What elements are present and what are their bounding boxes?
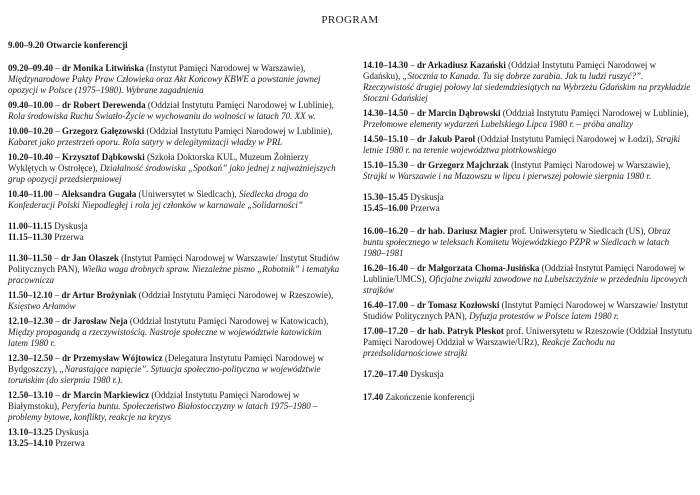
speaker-name: dr Marcin Dąbrowski (417, 108, 501, 118)
speaker-affiliation: (Oddział Instytutu Pamięci Narodowej w Białymstoku), (8, 390, 300, 411)
session-time: 13.10–13.25 (8, 427, 53, 437)
talk-title: Reakcje Zachodu na przedsolidarnościowe strajki (363, 337, 616, 358)
session-label: Dyskusja (54, 221, 88, 231)
spacer (363, 214, 693, 226)
talk-title: „Narastające napięcie”. Sytuacja społeczno-polityczna w województwie toruńskim (do sierpnia 1980 r.). (8, 364, 321, 385)
speaker-affiliation: (Oddział Instytutu Pamięci Narodowej w Lublinie), (500, 108, 689, 118)
speaker-affiliation: prof. Uniwersytetu w Siedlcach (US), (507, 226, 648, 236)
program-entry (8, 438, 343, 449)
speaker-affiliation: (Oddział Instytutu Pamięci Narodowej w Lublinie), (144, 126, 333, 136)
speaker-name: dr Robert Derewenda (62, 100, 146, 110)
speaker-name: dr Małgorzata Choma-Jusińska (417, 263, 540, 273)
session-time: 17.40 (363, 392, 384, 402)
program-entry: 10.00–10.20 – Grzegorz Gałęzowski (Oddział Instytutu Pamięci Narodowej w Lublinie), Kabaret jako przestrzeń oporu. Rola satyry w delegitymizacji władzy w PRL (8, 126, 333, 147)
spacer (8, 243, 343, 253)
session-time: 16.00–16.20 (363, 226, 408, 236)
talk-title: Między propagandą a rzeczywistością. Nastroje społeczne w województwie katowickim latem 1980 r. (8, 327, 322, 348)
speaker-name: dr Jan Olaszek (61, 253, 119, 263)
session-time: 12.30–12.50 (8, 353, 53, 363)
speaker-affiliation: (Instytut Pamięci Narodowej w Warszawie), (143, 63, 306, 73)
session-time: 15.10–15.30 (363, 160, 408, 170)
session-time: 11.50–12.10 (8, 290, 53, 300)
session-time: 17.20–17.40 (363, 369, 408, 379)
program-entry: 16.40–17.00 – dr Tomasz Kozłowski (Instytut Pamięci Narodowej w Warszawie/ Instytut Studiów Politycznych PAN), Dyfuzja protestów w Polsce latem 1980 r. (363, 300, 688, 321)
talk-title: Wielka waga drobnych spraw. Niezależne pismo „Robotnik” i tematyka pracownicza (8, 264, 340, 285)
session-time: 17.00–17.20 (363, 326, 408, 336)
speaker-affiliation: (Instytut Pamięci Narodowej w Warszawie/ Instytut Studiów Politycznych PAN), (363, 300, 688, 321)
speaker-name: dr Arkadiusz Kazański (417, 60, 506, 70)
speaker-affiliation: prof. Uniwersytetu w Rzeszowie (Oddział Instytutu Pamięci Narodowej Oddział w Warszawie/URz), (363, 326, 693, 347)
session-label: Przerwa (410, 203, 440, 213)
session-label: Otwarcie konferencji (46, 40, 128, 50)
session-time: 10.40–11.00 (8, 189, 53, 199)
talk-title: Strajki w Warszawie i na Mazowszu w lipcu i pierwszej połowie sierpnia 1980 r. (363, 171, 652, 181)
speaker-affiliation: (Szkoła Doktorska KUL, Muzeum Żołnierzy Wyklętych w Ostrołęce), (8, 152, 309, 173)
speaker-affiliation: (Oddział Instytutu Pamięci Narodowej w Rzeszowie), (136, 290, 334, 300)
program-entry (363, 203, 693, 214)
spacer (8, 51, 343, 63)
speaker-affiliation: (Instytut Pamięci Narodowej w Warszawie), (508, 160, 671, 170)
session-time: 10.20–10.40 (8, 152, 53, 162)
speaker-name: dr Marcin Markiewicz (62, 390, 150, 400)
speaker-affiliation: (Oddział Instytutu Pamięci Narodowej w Gdańsku), (363, 60, 657, 81)
talk-title: „Stocznia to Kanada. Tu się dobrze zarabia. Jak tu ludzi ruszyć?”. Rzeczywistość drugiej połowy lat siedemdziesiątych na Wybrzeżu Gdańskim na przykładzie Stoczni Gdańskiej (363, 71, 691, 103)
session-label: Przerwa (54, 232, 84, 242)
speaker-name: dr Artur Brożyniak (61, 290, 137, 300)
talk-title: Oficjalne związki zawodowe na Lubelszczyźnie w przededniu lipcowych strajków (363, 274, 688, 295)
left-column (8, 40, 343, 449)
program-entry: 10.40–11.00 – Aleksandra Gugała (Uniwersytet w Siedlcach), Siedlecka droga do Konfederacji Polski Niepodległej i rola jej członków w karnawale „Solidarności” (8, 189, 309, 210)
session-time: 15.45–16.00 (363, 203, 408, 213)
program-entry: 14.50–15.10 – dr Jakub Parol (Oddział Instytutu Pamięci Narodowej w Łodzi), Strajki letnie 1980 r. na terenie województwa piotrkowskiego (363, 134, 681, 155)
program-entry: 16.00–16.20 – dr hab. Dariusz Magier prof. Uniwersytetu w Siedlcach (US), Obraz buntu społecznego w teleksach Komitetu Wojewódzkiego PZPR w Siedlcach w latach 1980–1981 (363, 226, 671, 258)
program-entry (8, 40, 343, 51)
talk-title: Obraz buntu społecznego w teleksach Komitetu Wojewódzkiego PZPR w Siedlcach w latach 1980–1981 (363, 226, 671, 258)
session-time: 11.00–11.15 (8, 221, 53, 231)
program-entry: 15.10–15.30 – dr Grzegorz Majchrzak (Instytut Pamięci Narodowej w Warszawie), Strajki w Warszawie i na Mazowszu w lipcu i pierwszej połowie sierpnia 1980 r. (363, 160, 671, 181)
page-title: PROGRAM (321, 14, 379, 26)
speaker-affiliation: (Oddział Instytutu Pamięci Narodowej w Łodzi), (475, 134, 657, 144)
program-entry: 09.20–09.40 – dr Monika Litwińska (Instytut Pamięci Narodowej w Warszawie), Międzynarodowe Pakty Praw Człowieka oraz Akt Końcowy KBWE a powstanie jawnej opozycji w Polsce (1975–1980). Wybrane zagadnienia (8, 63, 321, 95)
session-time: 11.30–11.50 (8, 253, 53, 263)
speaker-affiliation: (Instytut Pamięci Narodowej w Warszawie/ Instytut Studiów Politycznych PAN), (8, 253, 340, 274)
spacer (363, 182, 693, 192)
speaker-affiliation: (Delegatura Instytutu Pamięci Narodowej w Bydgoszczy), (8, 353, 324, 374)
speaker-name: Grzegorz Gałęzowski (62, 126, 145, 136)
program-entry: 17.00–17.20 – dr hab. Patryk Pleskot prof. Uniwersytetu w Rzeszowie (Oddział Instytutu Pamięci Narodowej Oddział w Warszawie/URz), Reakcje Zachodu na przedsolidarnościowe strajki (363, 326, 693, 358)
program-entry (8, 221, 343, 232)
program-entry: 12.10–12.30 – dr Jarosław Neja (Oddział Instytutu Pamięci Narodowej w Katowicach), Między propagandą a rzeczywistością. Nastroje społeczne w województwie katowickim latem 1980 r. (8, 316, 329, 348)
program-entry: 09.40–10.00 – dr Robert Derewenda (Oddział Instytutu Pamięci Narodowej w Lublinie), Rola środowiska Ruchu Światło-Życie w wychowaniu do wolności w latach 70. XX w. (8, 100, 334, 121)
right-column (363, 60, 693, 403)
speaker-name: Aleksandra Gugała (61, 189, 137, 199)
talk-title: Księstwo Arłamów (8, 301, 76, 311)
session-time: 16.20–16.40 (363, 263, 408, 273)
program-entry (363, 192, 693, 203)
talk-title: Kabaret jako przestrzeń oporu. Rola satyry w delegitymizacji władzy w PRL (8, 137, 283, 147)
speaker-name: dr Jakub Parol (417, 134, 476, 144)
session-time: 11.15–11.30 (8, 232, 53, 242)
session-time: 09.40–10.00 (8, 100, 53, 110)
speaker-name: dr Tomasz Kozłowski (417, 300, 500, 310)
talk-title: Siedlecka droga do Konfederacji Polski Niepodległej i rola jej członków w karnawale „Solidarności” (8, 189, 309, 210)
session-time: 14.30–14.50 (363, 108, 408, 118)
talk-title: Działalność środowiska „Spotkań” jako jednej z najważniejszych grup opozycji przedsierpniowej (8, 163, 336, 184)
program-entry: 14.30–14.50 – dr Marcin Dąbrowski (Oddział Instytutu Pamięci Narodowej w Lublinie), Przełomowe elementy wydarzeń Lubelskiego Lipca 1980 r. – próba analizy (363, 108, 689, 129)
session-time: 15.30–15.45 (363, 192, 408, 202)
speaker-affiliation: (Oddział Instytut Pamięci Narodowej w Lublinie/UMCS), (363, 263, 686, 284)
session-time: 9.00–9.20 (8, 40, 44, 50)
talk-title: Dyfuzja protestów w Polsce latem 1980 r. (469, 311, 619, 321)
program-entry (363, 369, 693, 380)
speaker-name: dr Jarosław Neja (62, 316, 128, 326)
session-label: Dyskusja (410, 192, 444, 202)
spacer (363, 359, 693, 369)
session-time: 12.10–12.30 (8, 316, 53, 326)
speaker-name: Krzysztof Dąbkowski (62, 152, 145, 162)
program-entry (363, 392, 693, 403)
talk-title: Przełomowe elementy wydarzeń Lubelskiego Lipca 1980 r. – próba analizy (363, 119, 633, 129)
spacer (363, 380, 693, 392)
speaker-affiliation: (Uniwersytet w Siedlcach), (136, 189, 239, 199)
program-entry: 12.50–13.10 – dr Marcin Markiewicz (Oddział Instytutu Pamięci Narodowej w Białymstoku), Peryferia buntu. Społeczeństwo Białostocczyzny w latach 1975–1980 – problemy bytowe, konflikty, reakcje na kryzys (8, 390, 318, 422)
speaker-name: dr Monika Litwińska (62, 63, 144, 73)
program-entry (8, 232, 343, 243)
session-label: Dyskusja (410, 369, 444, 379)
program-entry: 11.30–11.50 – dr Jan Olaszek (Instytut Pamięci Narodowej w Warszawie/ Instytut Studiów Politycznych PAN), Wielka waga drobnych spraw. Niezależne pismo „Robotnik” i tematyka pracownicza (8, 253, 340, 285)
talk-title: Peryferia buntu. Społeczeństwo Białostocczyzny w latach 1975–1980 – problemy bytowe, konflikty, reakcje na kryzys (8, 401, 318, 422)
session-label: Przerwa (55, 438, 85, 448)
spacer (8, 211, 343, 221)
speaker-name: dr hab. Patryk Pleskot (417, 326, 504, 336)
program-entry: 11.50–12.10 – dr Artur Brożyniak (Oddział Instytutu Pamięci Narodowej w Rzeszowie), Księstwo Arłamów (8, 290, 334, 311)
speaker-affiliation: (Oddział Instytutu Pamięci Narodowej w Katowicach), (127, 316, 329, 326)
speaker-affiliation: (Oddział Instytutu Pamięci Narodowej w Lublinie), (145, 100, 334, 110)
program-entry: 12.30–12.50 – dr Przemysław Wójtowicz (Delegatura Instytutu Pamięci Narodowej w Bydgoszczy), „Narastające napięcie”. Sytuacja społeczno-polityczna w województwie toruńskim (do sierpnia 1980 r.). (8, 353, 324, 385)
speaker-name: dr hab. Dariusz Magier (417, 226, 508, 236)
program-entry (8, 427, 343, 438)
session-time: 16.40–17.00 (363, 300, 408, 310)
session-time: 12.50–13.10 (8, 390, 53, 400)
speaker-name: dr Grzegorz Majchrzak (417, 160, 509, 170)
program-entry: 14.10–14.30 – dr Arkadiusz Kazański (Oddział Instytutu Pamięci Narodowej w Gdańsku), „Stocznia to Kanada. Tu się dobrze zarabia. Jak tu ludzi ruszyć?”. Rzeczywistość drugiej połowy lat siedemdziesiątych na Wybrzeżu Gdańskim na przykładzie Stoczni Gdańskiej (363, 60, 691, 103)
talk-title: Rola środowiska Ruchu Światło-Życie w wychowaniu do wolności w latach 70. XX w. (8, 111, 316, 121)
session-time: 09.20–09.40 (8, 63, 53, 73)
session-label: Zakończenie konferencji (385, 392, 475, 402)
session-time: 10.00–10.20 (8, 126, 53, 136)
speaker-name: dr Przemysław Wójtowicz (62, 353, 163, 363)
session-time: 14.50–15.10 (363, 134, 408, 144)
talk-title: Międzynarodowe Pakty Praw Człowieka oraz Akt Końcowy KBWE a powstanie jawnej opozycji w Polsce (1975–1980). Wybrane zagadnienia (8, 74, 321, 95)
session-label: Dyskusja (55, 427, 89, 437)
session-time: 13.25–14.10 (8, 438, 53, 448)
talk-title: Strajki letnie 1980 r. na terenie województwa piotrkowskiego (363, 134, 681, 155)
program-entry: 10.20–10.40 – Krzysztof Dąbkowski (Szkoła Doktorska KUL, Muzeum Żołnierzy Wyklętych w Ostrołęce), Działalność środowiska „Spotkań” jako jednej z najważniejszych grup opozycji przedsierpniowej (8, 152, 336, 184)
program-entry: 16.20–16.40 – dr Małgorzata Choma-Jusińska (Oddział Instytut Pamięci Narodowej w Lublinie/UMCS), Oficjalne związki zawodowe na Lubelszczyźnie w przededniu lipcowych strajków (363, 263, 688, 295)
session-time: 14.10–14.30 (363, 60, 408, 70)
